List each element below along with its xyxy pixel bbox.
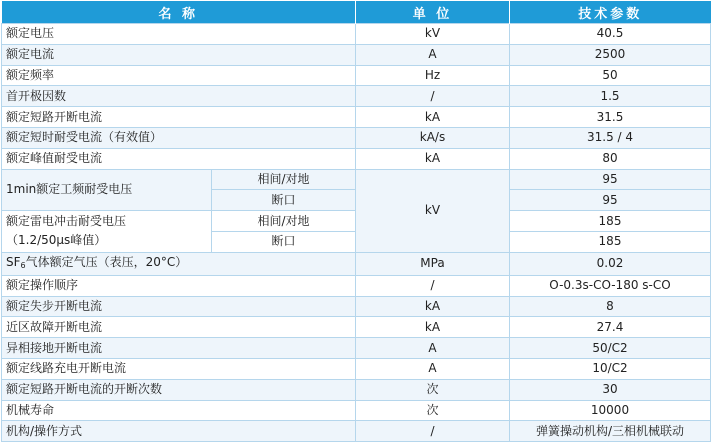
param-value: 0.02 <box>510 252 711 275</box>
table-row <box>2 296 711 317</box>
header-value: 技术参数 <box>510 1 711 24</box>
param-unit: A <box>356 44 510 65</box>
param-subname: 断口 <box>212 231 356 252</box>
sf6-suffix: 气体额定气压（表压，20°C） <box>25 254 188 269</box>
param-value: 80 <box>510 148 711 169</box>
param-unit: kV <box>356 169 510 252</box>
param-value: 31.5 <box>510 107 711 128</box>
param-name: 额定短时耐受电流（有效值） <box>2 127 356 148</box>
param-name: 额定频率 <box>2 65 356 86</box>
param-name: 机构/操作方式 <box>2 421 356 442</box>
param-subname: 相间/对地 <box>212 211 356 232</box>
param-value: 27.4 <box>510 317 711 338</box>
param-name: 额定线路充电开断电流 <box>2 358 356 379</box>
header-row <box>2 1 711 24</box>
table-row <box>2 275 711 296</box>
table-row <box>2 148 711 169</box>
table-row <box>2 338 711 359</box>
param-unit: kA <box>356 317 510 338</box>
table-row <box>2 44 711 65</box>
param-name-line1: 额定雷电冲击耐受电压 <box>6 214 127 229</box>
table-row <box>2 358 711 379</box>
param-value: 2500 <box>510 44 711 65</box>
param-name-line2: （1.2/50μs峰值） <box>6 233 107 248</box>
param-name: 机械寿命 <box>2 400 356 421</box>
sf6-prefix: SF <box>6 254 21 269</box>
header-name: 名 称 <box>2 1 356 24</box>
param-name: 额定操作顺序 <box>2 275 356 296</box>
param-name: 额定电压 <box>2 24 356 45</box>
table-row <box>2 169 711 190</box>
param-value: 95 <box>510 169 711 190</box>
param-unit: 次 <box>356 400 510 421</box>
param-value: 10/C2 <box>510 358 711 379</box>
param-name: 异相接地开断电流 <box>2 338 356 359</box>
param-value: 185 <box>510 211 711 232</box>
table-row <box>2 127 711 148</box>
param-value: 185 <box>510 231 711 252</box>
param-name: 首开极因数 <box>2 86 356 107</box>
param-subname: 断口 <box>212 190 356 211</box>
param-value: 40.5 <box>510 24 711 45</box>
param-unit: / <box>356 421 510 442</box>
param-value: 1.5 <box>510 86 711 107</box>
param-unit: kA/s <box>356 127 510 148</box>
param-unit: A <box>356 338 510 359</box>
param-unit: / <box>356 86 510 107</box>
param-unit: MPa <box>356 252 510 275</box>
table-row <box>2 400 711 421</box>
table-row <box>2 379 711 400</box>
param-name: 额定电流 <box>2 44 356 65</box>
param-name: 额定失步开断电流 <box>2 296 356 317</box>
header-unit: 单 位 <box>356 1 510 24</box>
param-value: O-0.3s-CO-180 s-CO <box>510 275 711 296</box>
param-value: 弹簧操动机构/三相机械联动 <box>510 421 711 442</box>
param-unit: Hz <box>356 65 510 86</box>
param-name: 1min额定工频耐受电压 <box>2 169 212 211</box>
spec-table <box>1 1 711 442</box>
param-unit: / <box>356 275 510 296</box>
param-name <box>2 252 356 275</box>
param-value: 8 <box>510 296 711 317</box>
param-value: 50 <box>510 65 711 86</box>
param-unit: 次 <box>356 379 510 400</box>
param-unit: kA <box>356 107 510 128</box>
table-row <box>2 86 711 107</box>
param-name: 额定峰值耐受电流 <box>2 148 356 169</box>
param-unit: A <box>356 358 510 379</box>
param-name <box>2 211 212 253</box>
table-row <box>2 24 711 45</box>
param-value: 95 <box>510 190 711 211</box>
param-name: 额定短路开断电流 <box>2 107 356 128</box>
table-row <box>2 252 711 275</box>
table-row <box>2 421 711 442</box>
table-row <box>2 107 711 128</box>
param-value: 31.5 / 4 <box>510 127 711 148</box>
param-value: 30 <box>510 379 711 400</box>
param-name: 近区故障开断电流 <box>2 317 356 338</box>
table-row <box>2 317 711 338</box>
param-unit: kA <box>356 296 510 317</box>
param-name: 额定短路开断电流的开断次数 <box>2 379 356 400</box>
param-value: 50/C2 <box>510 338 711 359</box>
table-row <box>2 65 711 86</box>
param-subname: 相间/对地 <box>212 169 356 190</box>
param-value: 10000 <box>510 400 711 421</box>
param-unit: kV <box>356 24 510 45</box>
sf6-subscript: 6 <box>20 260 26 270</box>
param-unit: kA <box>356 148 510 169</box>
